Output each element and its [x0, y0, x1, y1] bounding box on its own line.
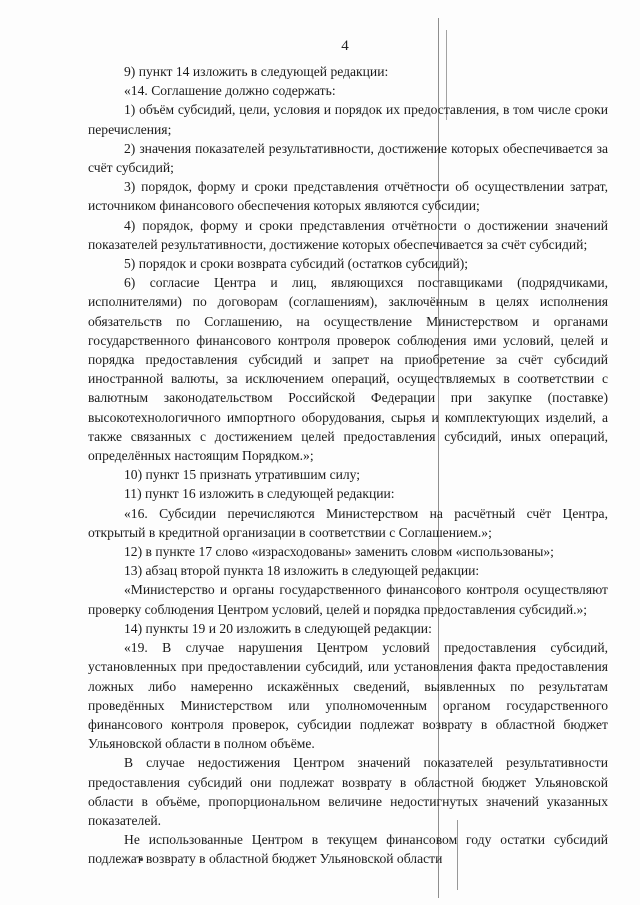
- paragraph: 3) порядок, форму и сроки представления отчётности об осуществлении затрат, источником финансового обеспечения которых являются субсидии;: [88, 179, 608, 214]
- paragraph: 1) объём субсидий, цели, условия и порядок их предоставления, в том числе сроки перечисления;: [88, 102, 608, 137]
- paragraph: 6) согласие Центра и лиц, являющихся поставщиками (подрядчиками, исполнителями) по договорам (соглашениям), заключённым в целях исполнения обязательств по Соглашению, на осуществление Министерством и органами государственного финансового контроля проверок соблюдения ими условий, целей и порядка предоставления субсидий и запрет на приобретение за счёт субсидий иностранной валюты, за исключением операций, осуществляемых в соответствии с валютным законодательством Российской Федерации при закупке (поставке) высокотехнологичного импортного оборудования, сырья и комплектующих изделий, а также связанных с достижением целей предоставления субсидий, иных операций, определённых настоящим Порядком.»;: [88, 275, 608, 464]
- paragraph: 2) значения показателей результативности, достижение которых обеспечивается за счёт субсидий;: [88, 140, 608, 176]
- paragraph: В случае недостижения Центром значений показателей результативности предоставления субсидий они подлежат возврату в областной бюджет Ульяновской области в объёме, пропорциональном величине недостигнутых значений указанных показателей.: [88, 755, 608, 828]
- paragraph: 10) пункт 15 признать утратившим силу;: [124, 467, 361, 483]
- paragraph: 4) порядок, форму и сроки представления отчётности о достижении значений показателей результативности, достижение которых обеспечивается за счёт субсидий;: [88, 217, 608, 252]
- paragraph: «Министерство и органы государственного финансового контроля осуществляют проверку соблюдения Центром условий, целей и порядка предоставления субсидий.»;: [88, 582, 608, 617]
- paragraph: Не использованные Центром в текущем финансовом году остатки субсидий подлежат возврату в областной бюджет Ульяновской области: [88, 832, 608, 867]
- paragraph: 9) пункт 14 изложить в следующей редакции:: [124, 64, 389, 79]
- paragraph: «19. В случае нарушения Центром условий предоставления субсидий, установленных при предоставлении субсидий, или установления факта предоставления ложных либо намеренно искажённых сведений, выявленных по результатам проведённых Министерством или уполномоченным органом государственного финансового контроля проверок, субсидии подлежат возврату в областной бюджет Ульяновской области в полном объёме.: [88, 640, 608, 752]
- paragraph: 11) пункт 16 изложить в следующей редакции:: [124, 486, 395, 502]
- document-body: [88, 62, 608, 869]
- paragraph: «14. Соглашение должно содержать:: [124, 83, 336, 99]
- paragraph: «16. Субсидии перечисляются Министерством на расчётный счёт Центра, открытый в кредитной организации в соответствии с Соглашением.»;: [88, 505, 608, 540]
- paragraph: 12) в пункте 17 слово «израсходованы» заменить словом «использованы»;: [124, 544, 554, 560]
- page-number: 4: [341, 38, 349, 54]
- paragraph: 5) порядок и сроки возврата субсидий (остатков субсидий);: [124, 256, 469, 272]
- paragraph: 14) пункты 19 и 20 изложить в следующей редакции:: [124, 620, 432, 636]
- paragraph: 13) абзац второй пункта 18 изложить в следующей редакции:: [124, 563, 480, 579]
